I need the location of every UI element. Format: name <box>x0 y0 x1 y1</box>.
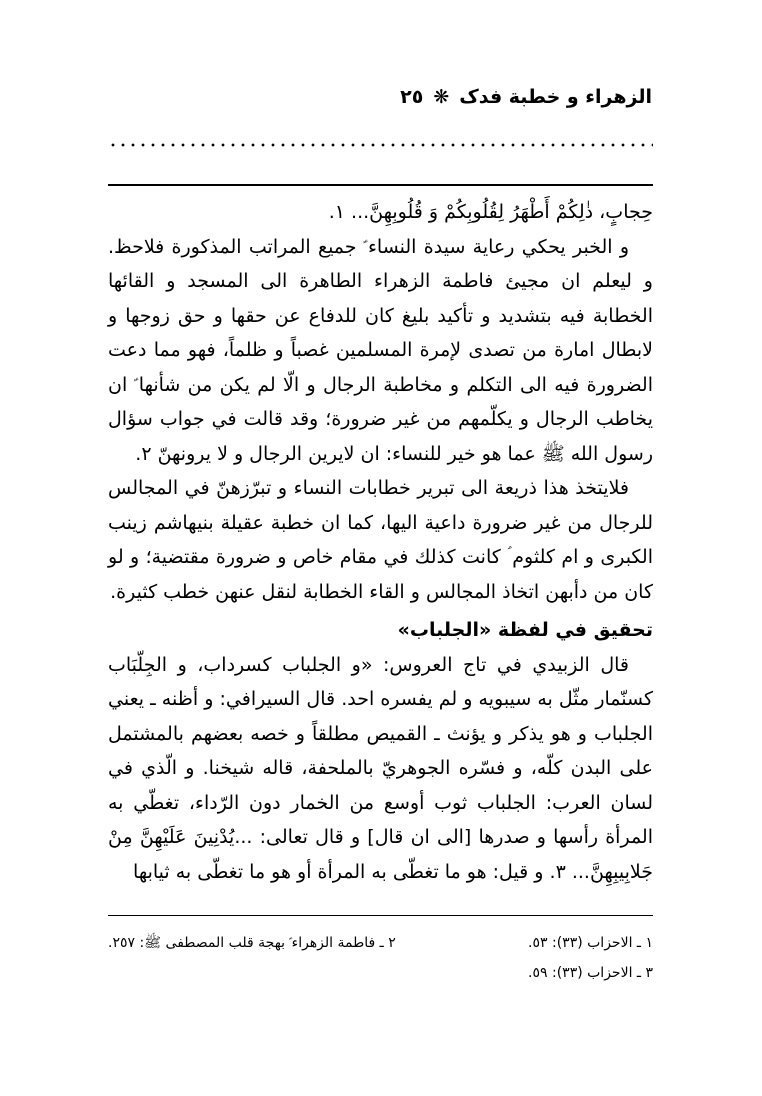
footnote-1: ١ ـ الاحزاب (٣٣): ٥٣. <box>528 935 653 951</box>
footnotes <box>108 928 653 988</box>
top-rule <box>108 184 653 186</box>
running-header <box>400 86 652 108</box>
paragraph-4: قال الزبيدي في تاج العروس: «و الجلباب كسرداب، و الجِلّبَاب كسنّمار مثّل به سيبويه و لم يفسره احد. قال السيرافي: و أظنه ـ يعني الجلباب و هو يذكر و يؤنث ـ القميص مطلقاً و خصه بعضهم بالمشتمل على البدن كلّه، و فسّره الجوهريّ بالملحفة، قاله شيخنا. و الّذي في لسان العرب: الجلباب ثوب أوسع من الخمار دون الرّداء، تغطّي به المرأة رأسها و صدرها [الى ان قال] و قال تعالى: ...يُدْنِينَ عَلَيْهِنَّ مِنْ جَلابِيبِهِنَّ... ٣. و قيل: هو ما تغطّى به المرأة أو هو ما تغطّى به ثيابها <box>108 653 653 883</box>
header-separator: ❋ <box>433 86 450 108</box>
footnote-row <box>108 958 653 988</box>
footnote-2: ٢ ـ فاطمة الزهراء ؑ بهجة قلب المصطفى ﷺ: ٢٥٧. <box>108 935 396 951</box>
body-text <box>108 195 653 889</box>
paragraph-2: و الخبر يحكي رعاية سيدة النساء ؑ جميع المراتب المذكورة فلاحظ. و ليعلم ان مجيئ فاطمة الزهراء الطاهرة الى المسجد و القائها الخطابة فيه بتشديد و تأكيد بليغ كان للدفاع عن حقها و حق زوجها و لابطال امارة من تصدى لإمرة المسلمين غصباً و ظلماً، فهو مما دعت الضرورة فيه الى التكلم و مخاطبة الرجال و الّا لم يكن من شأنها ؑ ان يخاطب الرجال و يكلّمهم من غير ضرورة؛ وقد قالت في جواب سؤال رسول الله ﷺ عما هو خير للنساء: ان لايرين الرجال و لا يرونهنّ ٢. <box>108 235 653 465</box>
footnote-rule <box>108 915 653 916</box>
header-title: الزهراء و خطبة فدک <box>459 86 652 108</box>
paragraph-3: فلايتخذ هذا ذريعة الى تبرير خطابات النساء و تبرّزهنّ في المجالس للرجال من غير ضرورة داعية اليها، كما ان خطبة عقيلة بنيهاشم زينب الكبرى و ام كلثوم ؑ كانت كذلك في مقام خاص و ضرورة مقتضية؛ و لو كان من دأبهن اتخاذ المجالس و القاء الخطابة لنقل عنهن خطب كثيرة. <box>108 477 653 603</box>
footnote-3: ٣ ـ الاحزاب (٣٣): ٥٩. <box>528 965 653 981</box>
section-heading: تحقيق في لفظة «الجلباب» <box>397 619 653 641</box>
page-number: ٢٥ <box>400 86 424 108</box>
paragraph-1: حِجابٍ، ذٰلِكُمْ أَطْهَرُ لِقُلُوبِكُمْ وَ قُلُوبِهِنَّ... ١. <box>328 201 653 223</box>
footnote-row <box>108 928 653 958</box>
dotted-divider <box>108 143 653 147</box>
